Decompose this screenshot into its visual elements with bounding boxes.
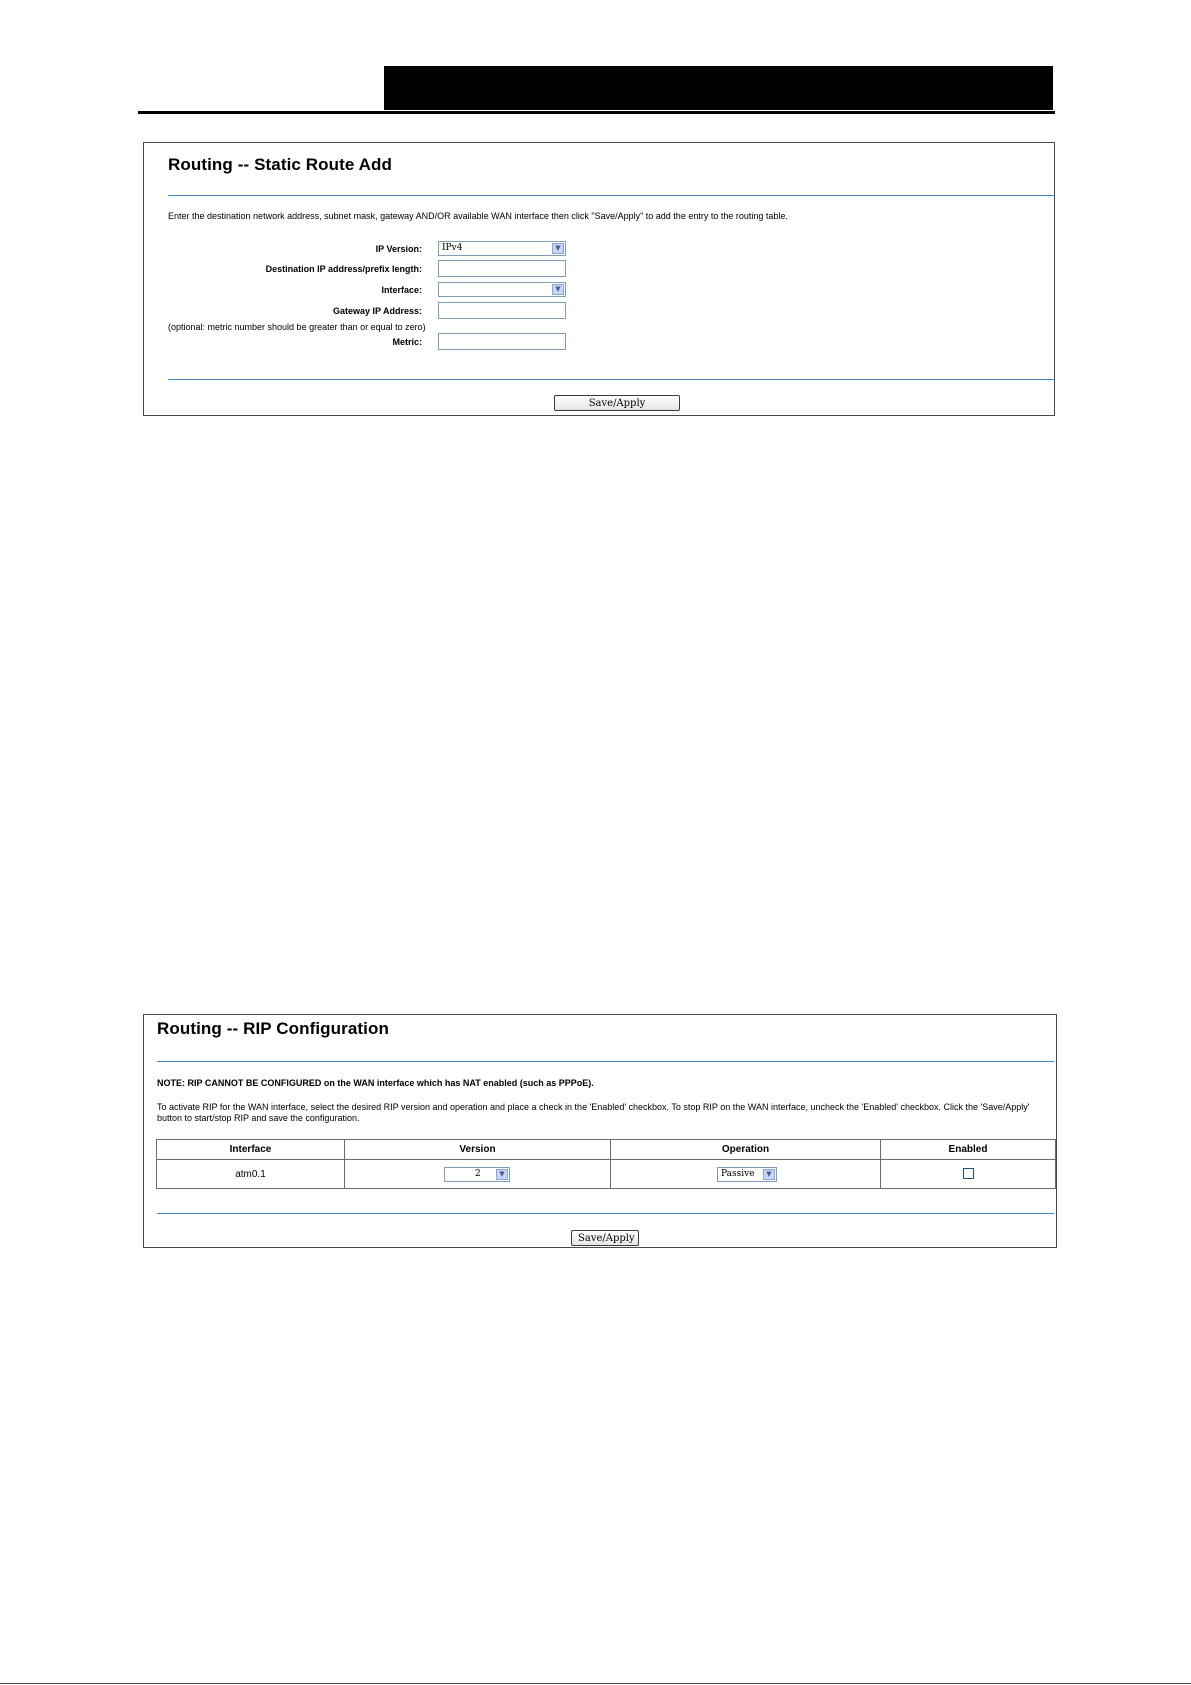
table-row [157,1160,1056,1189]
save-apply-button[interactable]: Save/Apply [554,395,680,411]
static-route-panel [143,142,1055,416]
chevron-down-icon[interactable]: ▼ [552,284,564,295]
instructions-text: Enter the destination network address, subnet mask, gateway AND/OR available WAN interface then click "Save/Apply" to add the entry to the routing table. [168,211,788,221]
rip-panel [143,1014,1057,1248]
row-operation-cell [611,1160,881,1189]
interface-label: Interface: [381,285,422,295]
rip-table [156,1139,1056,1189]
page-header-bar [384,66,1053,110]
rip-title: Routing -- RIP Configuration [157,1019,389,1038]
chevron-down-icon[interactable]: ▼ [763,1169,775,1180]
ip-version-label: IP Version: [375,244,422,254]
page-footer-rule [0,1683,1191,1684]
gateway-label: Gateway IP Address: [332,306,422,316]
table-header-row [157,1140,1056,1160]
metric-note: (optional: metric number should be greater than or equal to zero) [168,322,426,332]
chevron-down-icon[interactable]: ▼ [496,1169,508,1180]
metric-label: Metric: [392,337,422,347]
page-title: Routing -- Static Route Add [168,155,392,174]
destination-input[interactable] [438,260,566,277]
operation-select[interactable] [717,1167,777,1182]
ip-version-value: IPv4 [442,243,463,253]
rip-instructions: To activate RIP for the WAN interface, select the desired RIP version and operation and place a check in the 'Enabled' checkbox. To stop RIP on the WAN interface, uncheck the 'Enabled' checkbox. Click the 'Save/Apply' button to start/stop RIP and save the configuration. [157,1102,1030,1123]
row-enabled-cell [881,1160,1056,1189]
rip-title-divider [157,1061,1054,1062]
metric-input[interactable] [438,333,566,350]
rip-bottom-divider [157,1213,1054,1214]
version-value: 2 [475,1169,481,1179]
chevron-down-icon[interactable]: ▼ [552,243,564,254]
destination-label: Destination IP address/prefix length: [265,264,422,274]
column-header-operation: Operation [611,1140,881,1160]
enabled-checkbox[interactable] [963,1168,974,1179]
row-interface-cell: atm0.1 [157,1160,345,1189]
version-select[interactable] [444,1167,510,1182]
gateway-input[interactable] [438,302,566,319]
column-header-interface: Interface [157,1140,345,1160]
bottom-divider [168,379,1055,380]
title-divider [168,195,1055,196]
row-version-cell [345,1160,611,1189]
page-header-rule [138,111,1055,114]
operation-value: Passive [721,1169,755,1179]
column-header-version: Version [345,1140,611,1160]
rip-save-apply-button[interactable]: Save/Apply [571,1230,639,1246]
rip-note: NOTE: RIP CANNOT BE CONFIGURED on the WAN interface which has NAT enabled (such as PPPoE). [157,1078,594,1088]
column-header-enabled: Enabled [881,1140,1056,1160]
interface-select[interactable] [438,282,566,297]
ip-version-select[interactable] [438,241,566,256]
